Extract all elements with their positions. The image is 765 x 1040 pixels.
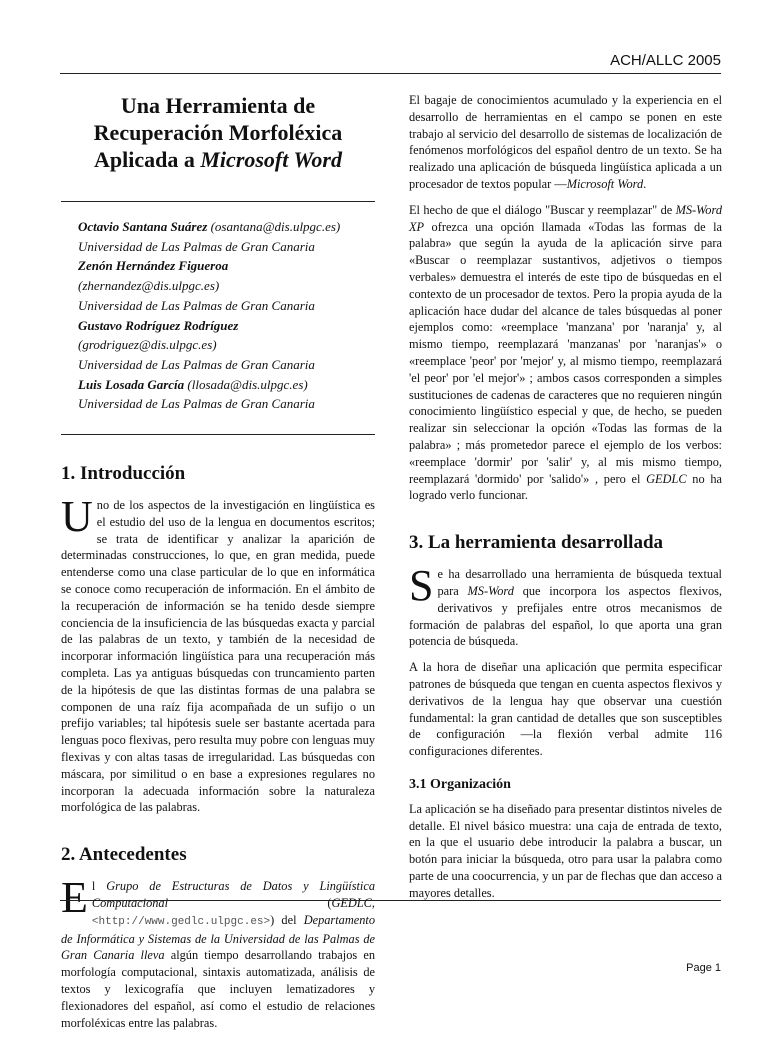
- group-acronym: GEDLC: [331, 895, 372, 910]
- section-heading-herramienta: 3. La herramienta desarrollada: [409, 532, 664, 554]
- author-email: (osantana@dis.ulpgc.es): [210, 219, 341, 234]
- text-fragment: algún tiempo desarrollando trabajos en morfología computacional, sintaxis automatizada, análisis de textos y lexicografía que incluyen lematizadores y flexionadores del español, así como el estudio de relaciones morfoléxicas entre las palabras.: [61, 948, 375, 1030]
- header-rule: [60, 73, 721, 74]
- gedlc-url-link[interactable]: <http://www.gedlc.ulpgc.es>: [91, 915, 271, 928]
- herramienta-paragraph-2: A la hora de diseñar una aplicación que permita especificar patrones de búsqueda que tengan en cuenta aspectos flexivos y derivativos de la lengua hay que observar una cuestión fundamental: la gran cantidad de detalles que son susceptibles de configuración —la flexión verbal admite 116 configuraciones diferentes.: [409, 660, 722, 759]
- text-italic: MS-Word: [467, 583, 514, 598]
- author-name: Luis Losada García: [78, 376, 185, 392]
- paper-title: [61, 92, 375, 173]
- title-line-2: Recuperación Morfoléxica: [93, 120, 343, 145]
- left-column: [61, 92, 375, 1040]
- author-affiliation: Universidad de Las Palmas de Gran Canaria: [78, 238, 315, 254]
- text-fragment: El bagaje de conocimientos acumulado y la experiencia en el desarrollo de herramientas en el campo se ponen en este trabajo al servicio del desarrollo de sistemas de localización de fenómenos morfológicos del español dentro de un texto. Se ha realizado una aplicación de búsqueda lingüística aplicada a un procesador de textos popular —: [409, 93, 722, 191]
- subsection-heading-organizacion: 3.1 Organización: [409, 776, 511, 792]
- author-email: (zhernandez@dis.ulpgc.es): [78, 278, 220, 294]
- antecedentes-paragraph-2: [409, 92, 722, 193]
- intro-paragraph: [61, 492, 375, 816]
- antecedentes-paragraph-3: [409, 202, 722, 504]
- text-fragment: ,: [371, 895, 375, 910]
- author-affiliation: Universidad de Las Palmas de Gran Canaria: [78, 297, 315, 313]
- author-name: Gustavo Rodríguez Rodríguez: [78, 317, 239, 333]
- author-name: Zenón Hernández Figueroa: [78, 258, 229, 274]
- text-fragment: no ha logrado verlo funcionar.: [409, 471, 722, 503]
- authors-rule: [61, 434, 375, 435]
- text-italic: Microsoft Word: [566, 176, 644, 191]
- author-1: [78, 217, 375, 237]
- text-italic: GEDLC: [646, 471, 687, 486]
- text-fragment: (: [168, 895, 332, 910]
- author-affiliation: Universidad de Las Palmas de Gran Canaria: [78, 356, 315, 372]
- group-name: Grupo de Estructuras de Datos y Lingüística Computacional: [91, 879, 376, 910]
- section-heading-introduccion: 1. Introducción: [61, 463, 186, 485]
- footer-rule: [60, 900, 721, 901]
- author-affiliation: Universidad de Las Palmas de Gran Canaria: [78, 396, 315, 412]
- drop-cap: S: [409, 561, 434, 611]
- text-fragment: ofrezca una opción llamada «Todas las formas de la palabra» que según la ayuda de la aplicación sirve para «Buscar o reemplazar sustantivos, adjetivos o tiempos verbales» demuestra el interés de este tipo de búsquedas en el contexto de un procesador de textos. Pero la propia ayuda de la aplicación hace dudar del alcance de tales búsquedas al poner ejemplos como: «reemplace 'manzana' por 'naranja' y, al mismo tiempo, reemplazará 'manzanas' por 'naranjas'» o «reemplace 'peor' por 'mejor' y, al mismo tiempo, reemplazará 'el peor' por 'el mejor'» ; ambos casos corresponden a simples sustituciones de cadenas de caracteres que no requieren ningún conocimiento lingüístico especial y que, de hecho, se pueden realizar sin seleccionar la opción «Todas las formas de la palabra» ; más prometedor parece el ejemplo de los verbos: «reemplace 'dormir' por 'salir' y, al mis mismo tiempo, reemplazará 'dormido' por 'salido'» , pero el: [409, 219, 722, 486]
- author-email: (llosada@dis.ulpgc.es): [187, 376, 308, 392]
- author-email: (grodriguez@dis.ulpgc.es): [78, 337, 217, 353]
- text-fragment: que incorpora los aspectos flexivos, derivativos y prefijales entre otros mecanismos de formación de palabras del español, lo que aporta una gran potencia de búsqueda.: [409, 583, 723, 649]
- title-line-3: [61, 146, 375, 173]
- author-name: Octavio Santana Suárez: [78, 219, 208, 234]
- author-2: [78, 256, 375, 276]
- author-4: [78, 375, 375, 395]
- antecedentes-paragraph-1: [61, 873, 376, 1031]
- title-line-1: Una Herramienta de: [120, 93, 316, 118]
- text-fragment: .: [643, 176, 647, 191]
- organizacion-paragraph: La aplicación se ha diseñado para presentar distintos niveles de detalle. El nivel básico muestra: una caja de entrada de texto, en la que el usuario debe introducir la palabra a buscar, un botón para iniciar la búsqueda, otro para usar la palabra como parte de una coocurrencia, y un par de flechas que dan acceso a mayores detalles.: [409, 801, 722, 900]
- text-fragment: El hecho de que el diálogo "Buscar y reemplazar" de: [409, 202, 676, 217]
- text-italic: MS-Word XP: [409, 202, 722, 234]
- page-number: Page 1: [686, 962, 721, 974]
- text-fragment: l: [91, 879, 107, 894]
- department-name: Departamento de Informática y Sistemas de la Universidad de las Palmas de Gran Canaria lleva: [61, 912, 375, 963]
- conference-header: ACH/ALLC 2005: [610, 52, 721, 69]
- intro-text: no de los aspectos de la investigación en lingüística es el estudio del uso de la lengua en documentos escritos; se trata de identificar y analizar la aparición de determinadas construcciones, lo que, en gran medida, puede entenderse como una clase particular de lo que en informática se conoce como recuperación de información. En el ámbito de la recuperación de información se ha tenido desde siempre conciencia de la insuficiencia de las búsquedas exacta y parcial de las palabras de un texto, y también de la necesidad de incorporar información lingüística para una recuperación más completa. Las ya antiguas búsquedas con truncamiento parten de la hipótesis de que las distintas formas de una palabra se componen de una raíz fija acompañada de un sufijo o un prefijo variables; tal hipótesis suele ser bastante acertada para lenguas poco flexivas, pero resulta muy pobre con lenguas muy flexivas y con altas tasas de irregularidad. Las búsquedas con máscara, por similitud o en base a expresiones regulares no incorporan la adecuada información sobre la naturaleza morfológica de las palabras.: [61, 498, 375, 815]
- drop-cap: U: [61, 492, 93, 542]
- section-heading-antecedentes: 2. Antecedentes: [61, 844, 187, 866]
- title-line-3-italic: Microsoft Word: [200, 147, 342, 172]
- title-line-3-prefix: Aplicada a: [94, 147, 201, 172]
- text-fragment: e ha desarrollado una herramienta de búsqueda textual para: [437, 567, 722, 598]
- author-3: [78, 316, 375, 336]
- title-rule: [61, 201, 375, 202]
- author-list: [61, 217, 375, 414]
- drop-cap: E: [61, 873, 88, 923]
- herramienta-paragraph-1: [409, 561, 723, 650]
- right-column: [409, 92, 722, 911]
- text-fragment: ) del: [270, 912, 304, 927]
